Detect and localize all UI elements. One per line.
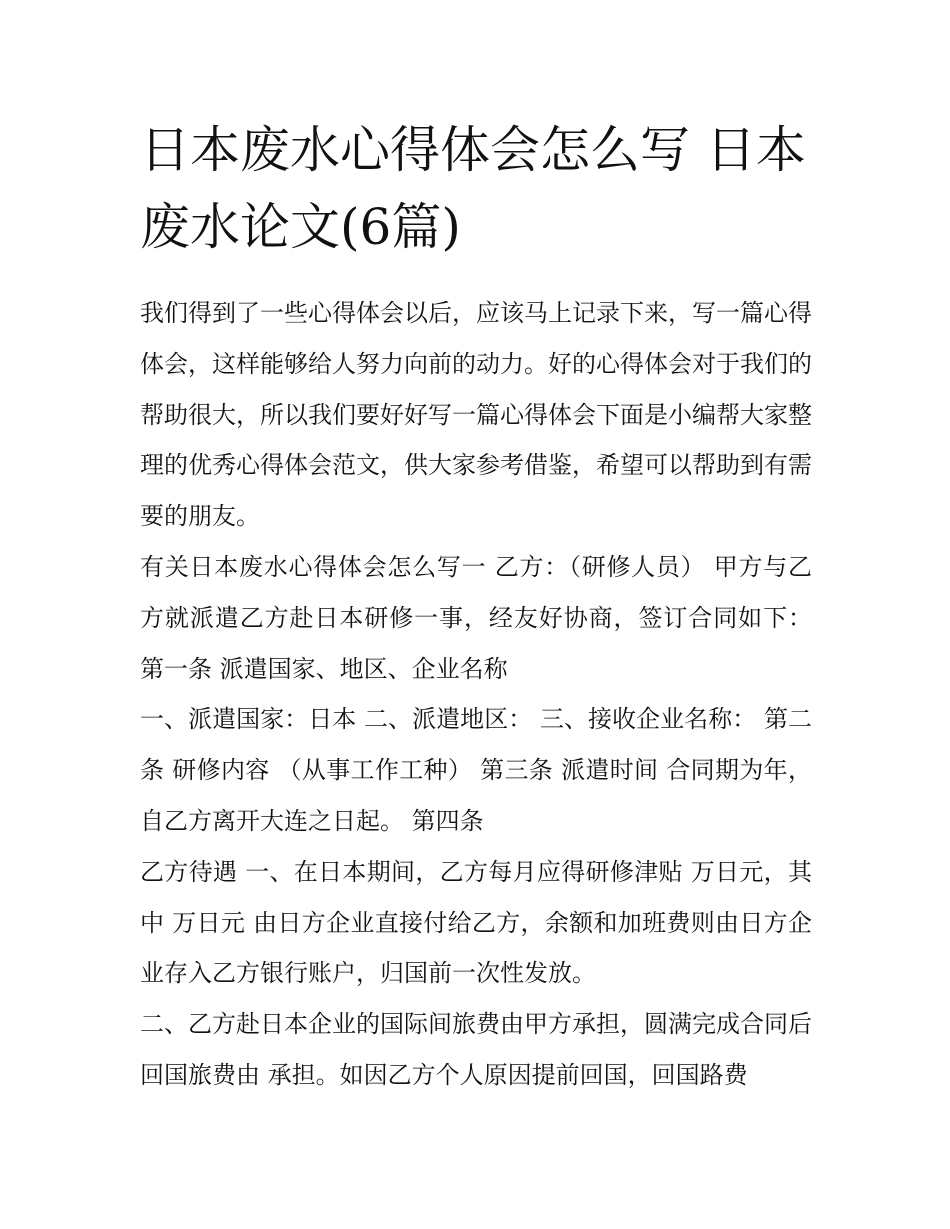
paragraph-treatment: 乙方待遇 一、在日本期间，乙方每月应得研修津贴 万日元，其中 万日元 由日方企业直接付给乙方，余额和加班费则由日方企业存入乙方银行账户，归国前一次性发放。 — [140, 857, 812, 988]
paragraph-contract-parties: 有关日本废水心得体会怎么写一 乙方：（研修人员） 甲方与乙方就派遣乙方赴日本研修一事，经友好协商，签订合同如下： 第一条 派遣国家、地区、企业名称 — [140, 552, 812, 683]
paragraph-dispatch-details: 一、派遣国家：日本 二、派遣地区： 三、接收企业名称： 第二条 研修内容 （从事工作工种） 第三条 派遣时间 合同期为年，自乙方离开大连之日起。 第四条 — [140, 705, 812, 835]
document-title: 日本废水心得体会怎么写 日本废水论文(6篇) — [140, 121, 806, 256]
document-page — [140, 112, 812, 1101]
paragraph-travel-expenses: 二、乙方赴日本企业的国际间旅费由甲方承担，圆满完成合同后回国旅费由 承担。如因乙方个人原因提前回国，回国路费 — [140, 1010, 812, 1089]
title-spacer — [140, 266, 812, 288]
paragraph-intro: 我们得到了一些心得体会以后，应该马上记录下来，写一篇心得体会，这样能够给人努力向前的动力。好的心得体会对于我们的帮助很大，所以我们要好好写一篇心得体会下面是小编帮大家整理的优秀心得体会范文，供大家参考借鉴，希望可以帮助到有需要的朋友。 — [140, 299, 812, 531]
